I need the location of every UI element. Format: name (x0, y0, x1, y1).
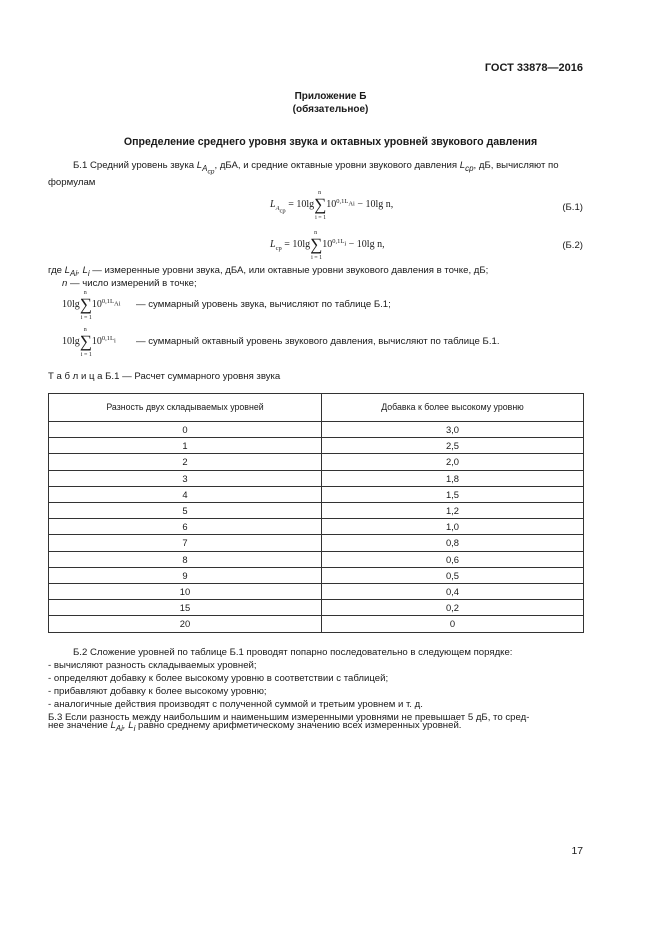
b1-text-b: , дБА, и средние октавные уровни звукового давления (214, 160, 460, 171)
cell-difference: 2 (49, 454, 322, 470)
where-line-2 (62, 278, 602, 291)
cell-addition: 0 (322, 616, 584, 632)
cell-difference: 7 (49, 535, 322, 551)
f2-pow-base: 10 (322, 239, 333, 250)
cell-difference: 20 (49, 616, 322, 632)
sum2-bot: i = 1 (80, 352, 92, 358)
sum2-description: — суммарный октавный уровень звукового давления, вычисляют по таблице Б.1. (136, 336, 500, 347)
formula-b1 (270, 190, 394, 221)
table-row (49, 438, 584, 454)
table-row (49, 486, 584, 502)
table-row (49, 503, 584, 519)
f1-lhs: L (270, 199, 276, 210)
annex-heading (0, 90, 661, 116)
table-b1 (48, 393, 584, 633)
b2-item-2: - определяют добавку к более высокому уровню в соответствии с таблицей; (48, 673, 389, 684)
table-caption: Т а б л и ц а Б.1 — Расчет суммарного уровня звука (48, 371, 281, 382)
table-row (49, 470, 584, 486)
f1-lhs-sub: A (275, 205, 280, 212)
var-l-sr: $L_{ср}$ (459, 160, 474, 173)
f1-tail: − 10lg n, (354, 199, 394, 210)
document-code: ГОСТ 33878—2016 (484, 62, 583, 74)
f2-mid: = 10lg (281, 239, 311, 250)
annex-subtitle: (обязательное) (292, 104, 369, 115)
sum2-top: n (83, 327, 87, 333)
sum-sign-icon: ∑ (79, 332, 92, 351)
var-n: n (62, 278, 68, 289)
f1-pow-base: 10 (326, 199, 337, 210)
sum-sign-icon: ∑ (310, 235, 323, 254)
cell-difference: 4 (49, 486, 322, 502)
sum1-description: — суммарный уровень звука, вычисляют по таблице Б.1; (136, 299, 391, 310)
paragraph-b3-cont (48, 720, 588, 735)
var-lai-li: $L_{Ai}$, $L_i$ (64, 265, 90, 278)
b3-text-c: равно среднему арифметическому значению всех измеренных уровней. (135, 720, 462, 731)
table-header-addition: Добавка к более высокому уровню (322, 394, 584, 422)
table-row (49, 422, 584, 438)
cell-addition: 3,0 (322, 422, 584, 438)
section-title: Определение среднего уровня звука и октавных уровней звукового давления (123, 136, 538, 148)
annex-title: Приложение Б (294, 91, 367, 102)
table-row (49, 600, 584, 616)
table-header-row (49, 394, 584, 422)
f2-pow-exp-sub: i (344, 239, 347, 247)
cell-addition: 1,0 (322, 519, 584, 535)
table-row (49, 616, 584, 632)
f1-sum-bot: i = 1 (315, 215, 327, 221)
f2-lhs: L (270, 239, 276, 250)
cell-addition: 0,6 (322, 551, 584, 567)
b3-text-a: Б.3 Если разность между наибольшим и наименьшим измеренными уровнями не превышает 5 дБ, то сред- (48, 712, 530, 723)
table-row (49, 584, 584, 600)
cell-addition: 1,8 (322, 470, 584, 486)
f1-mid: = 10lg (285, 199, 315, 210)
cell-difference: 9 (49, 567, 322, 583)
cell-addition: 2,0 (322, 454, 584, 470)
table-row (49, 551, 584, 567)
b2-item-1: - вычисляют разность складываемых уровней; (48, 660, 257, 671)
b1-text-c: , дБ, вычисляют по формулам (48, 160, 559, 188)
cell-difference: 0 (49, 422, 322, 438)
f1-sum (314, 190, 327, 221)
cell-difference: 1 (49, 438, 322, 454)
f2-sum (310, 230, 323, 261)
table-row (49, 519, 584, 535)
cell-addition: 1,5 (322, 486, 584, 502)
var-la-sr: $L_{A_{ср}}$ (196, 160, 215, 176)
cell-addition: 0,8 (322, 535, 584, 551)
cell-addition: 1,2 (322, 503, 584, 519)
cell-addition: 0,2 (322, 600, 584, 616)
b2-item-3: - прибавляют добавку к более высокому уровню; (48, 686, 267, 697)
cell-difference: 3 (49, 470, 322, 486)
f2-sum-bot: i = 1 (311, 255, 323, 261)
paragraph-b2: Б.2 Сложение уровней по таблице Б.1 проводят попарно последовательно в следующем порядке: (73, 647, 513, 658)
f1-pow-exp: 0,1L (336, 197, 349, 205)
where-prefix: где (48, 265, 65, 276)
f2-sum-top: n (314, 230, 318, 236)
cell-difference: 15 (49, 600, 322, 616)
cell-difference: 6 (49, 519, 322, 535)
table-row (49, 454, 584, 470)
formula-b1-number: (Б.1) (562, 202, 583, 213)
sum-expression-1: 10lg n ∑ i = 1 $10^{0,1L_{Ai}}$ (62, 290, 121, 321)
sum-expression-2: 10lg n ∑ i = 1 $10^{0,1L_i}$ (62, 327, 116, 358)
where-line-1-text: — измеренные уровни звука, дБА, или октавные уровни звукового давления в точке, дБ; (89, 265, 489, 276)
b1-text-a: Б.1 Средний уровень звука (73, 160, 197, 171)
var-lai-li-b3: $L_{Ai}$, $L_i$ (110, 720, 136, 733)
table-header-difference: Разность двух складываемых уровней (49, 394, 322, 422)
page-number: 17 (571, 846, 583, 857)
table-row (49, 567, 584, 583)
f2-tail: − 10lg n, (346, 239, 385, 250)
formula-b2 (270, 230, 385, 261)
where-line-2-text: — число измерений в точке; (67, 278, 197, 289)
f1-sum-top: n (318, 190, 322, 196)
table-row (49, 535, 584, 551)
sum1-bot: i = 1 (80, 315, 92, 321)
cell-difference: 10 (49, 584, 322, 600)
cell-addition: 0,5 (322, 567, 584, 583)
cell-addition: 2,5 (322, 438, 584, 454)
f2-lhs-sub: ср (275, 245, 282, 252)
sum-sign-icon: ∑ (314, 195, 327, 214)
cell-difference: 8 (49, 551, 322, 567)
b2-item-4: - аналогичные действия производят с полученной суммой и третьим уровнем и т. д. (48, 699, 423, 710)
formula-b2-number: (Б.2) (562, 240, 583, 251)
sum1-top: n (83, 290, 87, 296)
cell-addition: 0,4 (322, 584, 584, 600)
f2-pow-exp: 0,1L (332, 237, 345, 245)
f1-pow-exp-sub: Ai (348, 199, 355, 207)
sum-sign-icon: ∑ (79, 295, 92, 314)
b3-text-b: нее значение (48, 720, 111, 731)
paragraph-b1 (48, 160, 588, 189)
cell-difference: 5 (49, 503, 322, 519)
f1-lhs-subsub: ср (279, 207, 286, 215)
